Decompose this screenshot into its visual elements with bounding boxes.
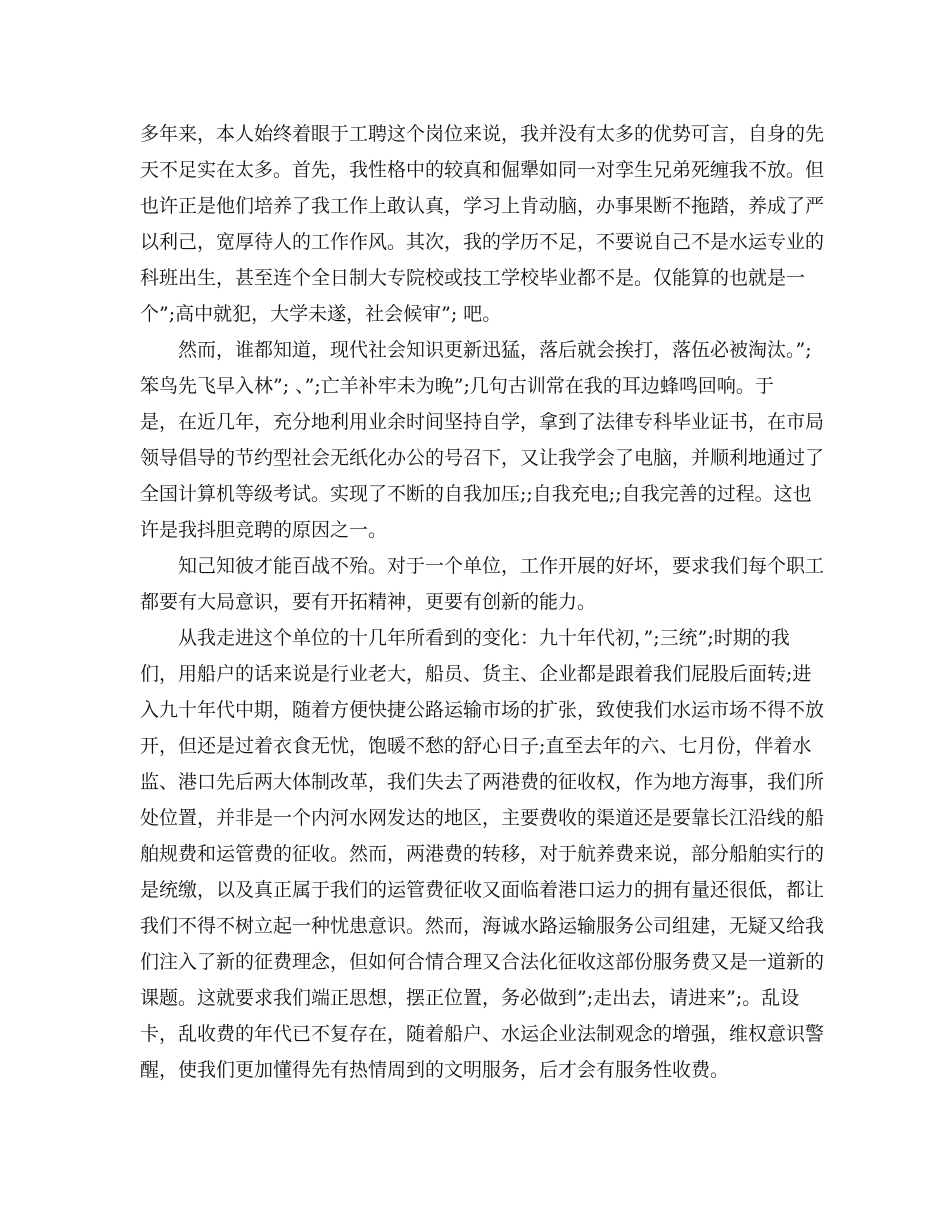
text-line: 全国计算机等级考试。实现了不断的自我加压;;自我充电;;自我完善的过程。这也 xyxy=(140,483,812,505)
paragraph-2 xyxy=(140,332,825,548)
text-line: 入九十年代中期，随着方便快捷公路运输市场的扩张，致使我们水运市场不得不放 xyxy=(140,699,825,721)
text-line: 是统缴，以及真正属于我们的运管费征收又面临着港口运力的拥有量还很低，都让 xyxy=(140,879,825,901)
text-line: 们，用船户的话来说是行业老大，船员、货主、企业都是跟着我们屁股后面转;进 xyxy=(140,663,812,685)
text-line: 也许正是他们培养了我工作上敢认真，学习上肯动脑，办事果断不拖踏，养成了严 xyxy=(140,195,825,217)
text-line: 们注入了新的征费理念，但如何合情合理又合法化征收这部份服务费又是一道新的 xyxy=(140,951,825,973)
text-line: 是，在近几年，充分地利用业余时间坚持自学，拿到了法律专科毕业证书，在市局 xyxy=(140,411,825,433)
text-line: 领导倡导的节约型社会无纸化办公的号召下，又让我学会了电脑，并顺利地通过了 xyxy=(140,447,825,469)
text-line: 处位置，并非是一个内河水网发达的地区，主要费收的渠道还是要靠长江沿线的船 xyxy=(140,807,825,829)
text-line: 笨鸟先飞早入林”; 、”;亡羊补牢未为晚”;几句古训常在我的耳边蜂鸣回响。于 xyxy=(140,375,774,397)
text-line: 都要有大局意识，要有开拓精神，更要有创新的能力。 xyxy=(140,591,597,613)
paragraph-4 xyxy=(140,620,825,1088)
text-line: 卡，乱收费的年代已不复存在，随着船户、水运企业法制观念的增强，维权意识警 xyxy=(140,1023,825,1045)
text-line: 从我走进这个单位的十几年所看到的变化：九十年代初，”;三统”;时期的我 xyxy=(178,627,790,649)
text-line: 我们不得不树立起一种忧患意识。然而，海诚水路运输服务公司组建，无疑又给我 xyxy=(140,915,825,937)
text-line: 个”;高中就犯，大学未遂，社会候审”; 吧。 xyxy=(140,303,502,325)
text-line: 课题。这就要求我们端正思想，摆正位置，务必做到”;走出去，请进来”;。乱设 xyxy=(140,987,800,1009)
text-line: 多年来，本人始终着眼于工聘这个岗位来说，我并没有太多的优势可言，自身的先 xyxy=(140,123,825,145)
text-line: 以利己，宽厚待人的工作作风。其次，我的学历不足，不要说自己不是水运专业的 xyxy=(140,231,825,253)
text-line: 醒，使我们更加懂得先有热情周到的文明服务，后才会有服务性收费。 xyxy=(140,1059,730,1081)
text-line: 舶规费和运管费的征收。然而，两港费的转移，对于航养费来说，部分船舶实行的 xyxy=(140,843,825,865)
paragraph-3 xyxy=(140,548,825,620)
paragraph-1 xyxy=(140,116,825,332)
text-line: 开，但还是过着衣食无忧，饱暖不愁的舒心日子;直至去年的六、七月份，伴着水 xyxy=(140,735,812,757)
document-body xyxy=(140,116,825,1088)
text-line: 科班出生，甚至连个全日制大专院校或技工学校毕业都不是。仅能算的也就是一 xyxy=(140,267,806,289)
text-line: 许是我抖胆竞聘的原因之一。 xyxy=(140,519,388,541)
text-line: 然而，谁都知道，现代社会知识更新迅猛，落后就会挨打，落伍必被淘汰。”; xyxy=(178,339,812,361)
text-line: 知己知彼才能百战不殆。对于一个单位，工作开展的好坏，要求我们每个职工 xyxy=(178,555,825,577)
text-line: 监、港口先后两大体制改革，我们失去了两港费的征收权，作为地方海事，我们所 xyxy=(140,771,825,793)
text-line: 天不足实在太多。首先，我性格中的较真和倔犟如同一对孪生兄弟死缠我不放。但 xyxy=(140,159,825,181)
